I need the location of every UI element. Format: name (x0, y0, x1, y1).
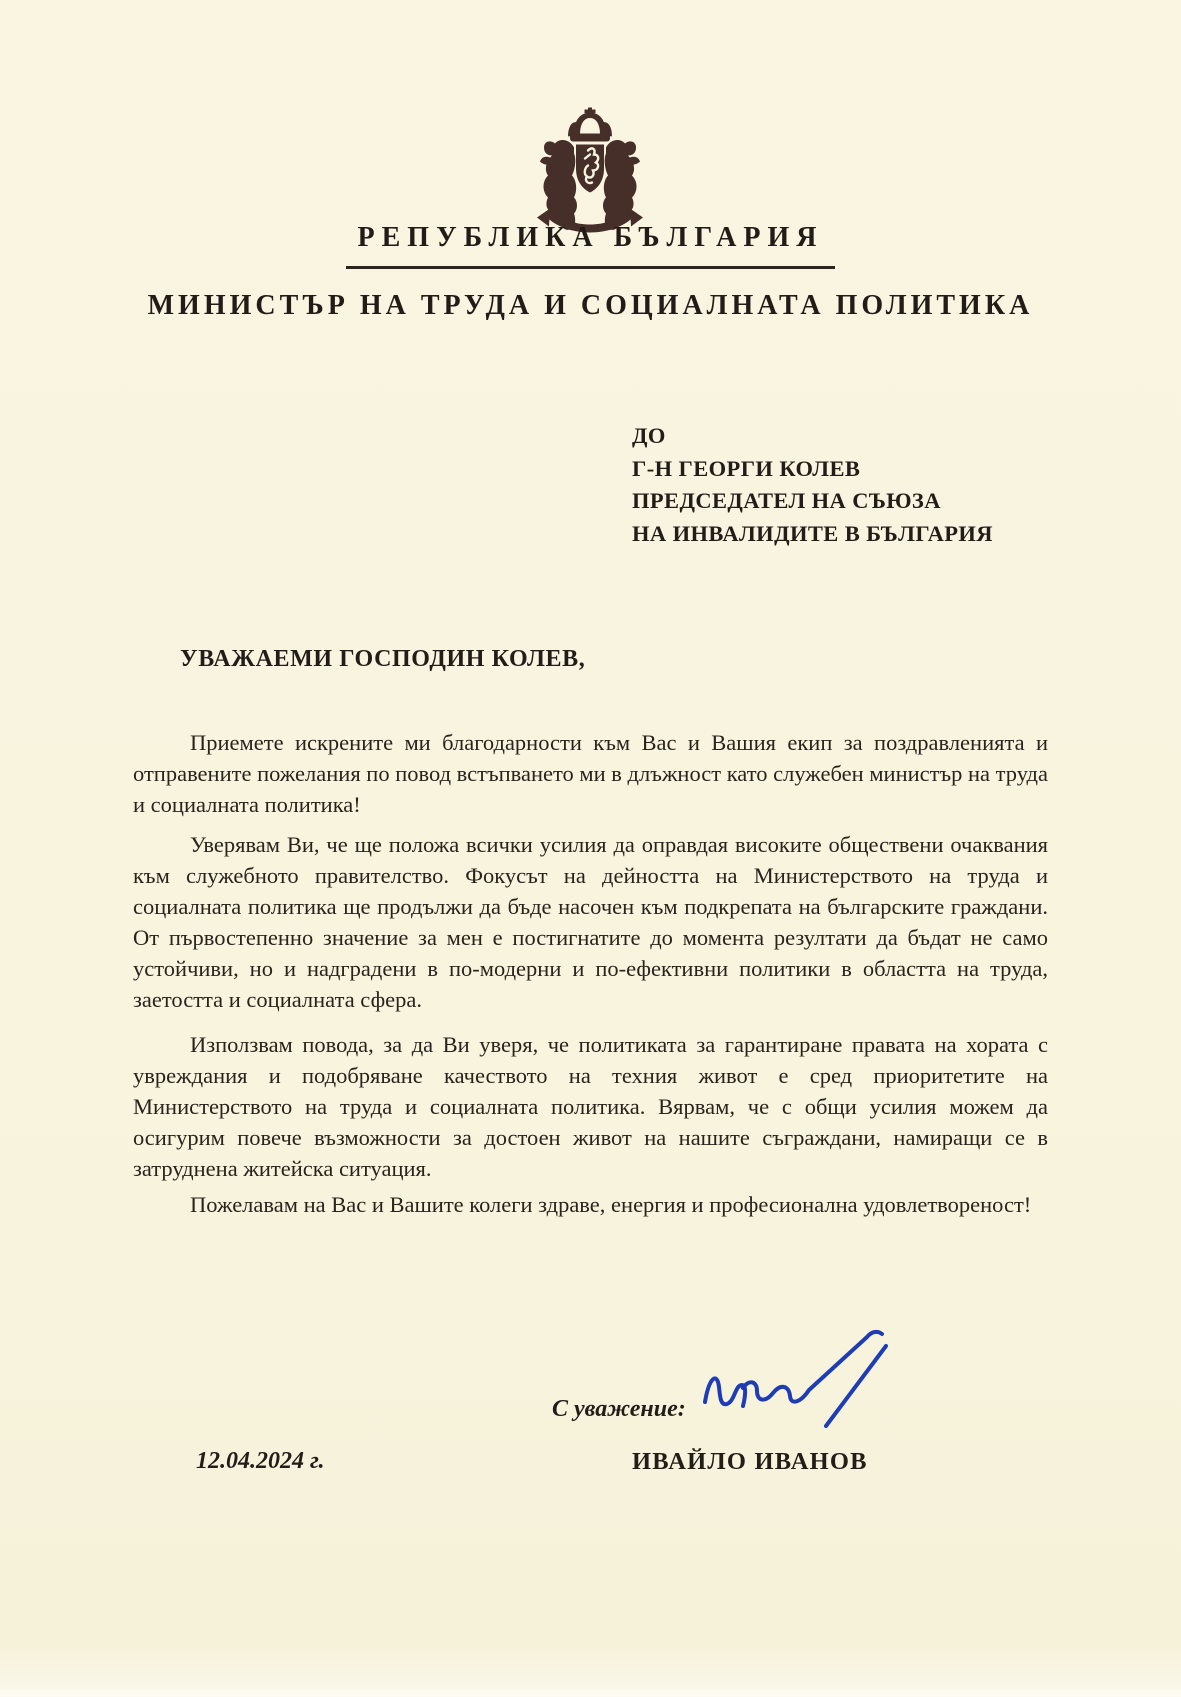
handwritten-signature-icon (695, 1328, 900, 1443)
recipient-line: Г-Н ГЕОРГИ КОЛЕВ (632, 455, 861, 481)
signer-name: ИВАЙЛО ИВАНОВ (632, 1448, 868, 1475)
recipient-line: ДО (632, 423, 666, 448)
scan-edge (0, 1690, 1181, 1697)
office-title: МИНИСТЪР НА ТРУДА И СОЦИАЛНАТА ПОЛИТИКА (147, 290, 1034, 321)
body-paragraph: Приемете искрените ми благодарности към Вас и Вашия екип за поздравленията и отправените пожелания по повод встъпването ми в длъжност като служебен министър на труда и социалната политика! (133, 729, 1048, 817)
office-title-row (0, 290, 1181, 322)
letter-date: 12.04.2024 г. (196, 1448, 325, 1474)
recipient-block (632, 420, 993, 550)
body-paragraph: Използвам повода, за да Ви уверя, че политиката за гарантиране правата на хората с увреждания и подобряване качеството на техния живот е сред приоритетите на Министерството на труда и социалната политика. Вярвам, че с общи усилия можем да осигурим повече възможности за достоен живот на нашите съграждани, намиращи се в затруднена житейска ситуация. (133, 1031, 1048, 1181)
salutation: УВАЖАЕМИ ГОСПОДИН КОЛЕВ, (180, 646, 586, 672)
body-paragraph: Уверявам Ви, че ще положа всички усилия да оправдая високите обществени очаквания към служебното правителство. Фокусът на дейността на Министерството на труда и социалната политика ще продължи да бъде насочен към подкрепата на българските граждани. От първостепенно значение за мен е постигнатите до момента резултати да бъдат не само устойчиви, но и надградени в по-модерни и по-ефективни политики в областта на труда, заетостта и социалната сфера. (133, 831, 1048, 1012)
recipient-line: НА ИНВАЛИДИТЕ В БЪЛГАРИЯ (632, 520, 993, 546)
bulgaria-coat-of-arms-icon (520, 106, 660, 234)
recipient-line: ПРЕДСЕДАТЕЛ НА СЪЮЗА (632, 488, 941, 513)
body-paragraph: Пожелавам на Вас и Вашите колеги здраве, енергия и професионална удовлетвореност! (190, 1191, 1032, 1217)
country-title: РЕПУБЛИКА БЪЛГАРИЯ (346, 222, 836, 269)
closing-phrase: С уважение: (552, 1396, 686, 1422)
country-title-row (0, 222, 1181, 269)
